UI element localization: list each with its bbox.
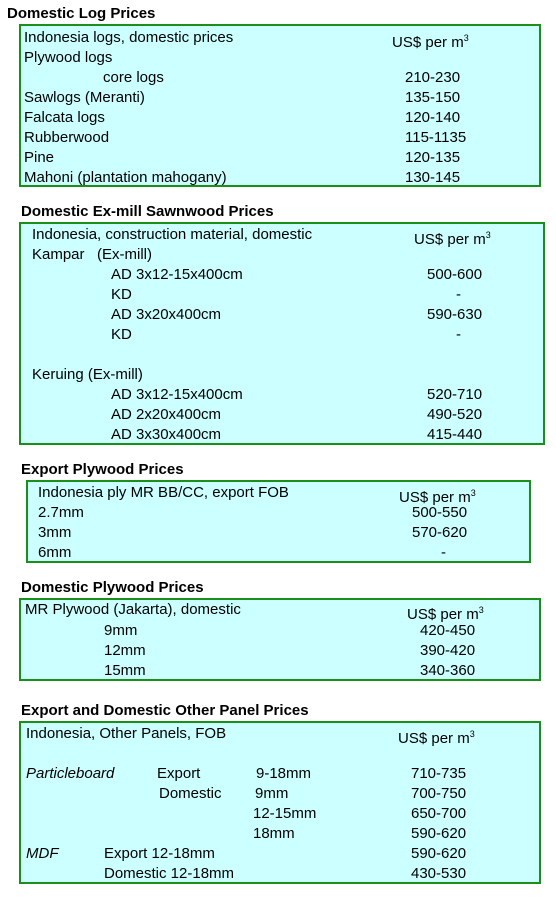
row-price: 710-735 xyxy=(411,765,467,782)
row-price: 120-135 xyxy=(405,149,461,166)
row-label: AD 3x20x400cm xyxy=(111,306,222,323)
row-label: core logs xyxy=(103,69,164,86)
table-row xyxy=(21,148,539,168)
row-price: - xyxy=(441,544,446,561)
table-row xyxy=(21,108,539,128)
table-row xyxy=(21,621,539,641)
unit-label: US$ per $m^3$ xyxy=(392,33,469,51)
table-row xyxy=(28,543,529,563)
table-row xyxy=(21,661,539,681)
section-title-export-plywood-prices: Export Plywood Prices xyxy=(21,461,184,478)
table-row xyxy=(21,68,539,88)
table-row xyxy=(21,824,539,844)
table-row xyxy=(28,503,529,523)
table-row xyxy=(21,804,539,824)
row-label: Mahoni (plantation mahogany) xyxy=(24,169,227,186)
other-panel-prices-table xyxy=(19,721,541,884)
row-market: Domestic xyxy=(159,785,222,802)
row-price: 135-150 xyxy=(405,89,461,106)
row-price: 500-600 xyxy=(427,266,483,283)
row-label: Rubberwood xyxy=(24,129,110,146)
row-size: 9-18mm xyxy=(256,765,312,782)
row-label: Plywood logs xyxy=(24,49,113,66)
row-label: 2.7mm xyxy=(38,504,84,521)
row-price: 340-360 xyxy=(420,662,476,679)
table-header-label: Indonesia, construction material, domestic xyxy=(32,226,313,243)
table-row xyxy=(21,168,539,188)
table-row xyxy=(21,48,539,68)
table-row xyxy=(21,844,539,864)
sawnwood-prices-table xyxy=(19,222,545,445)
row-price: 490-520 xyxy=(427,406,483,423)
domestic-plywood-prices-table xyxy=(19,598,541,681)
table-header-label: Indonesia logs, domestic prices xyxy=(24,29,234,46)
table-header xyxy=(28,483,529,506)
table-header-label: Indonesia ply MR BB/CC, export FOB xyxy=(38,484,289,501)
row-price: 500-550 xyxy=(412,504,468,521)
row-label: AD 3x12-15x400cm xyxy=(111,266,243,283)
row-label: 9mm xyxy=(104,622,138,639)
row-label: Sawlogs (Meranti) xyxy=(24,89,145,106)
row-label: Keruing (Ex-mill) xyxy=(32,366,143,383)
unit-label: US$ per $m^3$ xyxy=(414,230,491,248)
table-row xyxy=(21,641,539,661)
table-header xyxy=(21,724,539,747)
table-row xyxy=(21,245,543,265)
product-label-mdf: MDF xyxy=(26,845,59,862)
row-price: 210-230 xyxy=(405,69,461,86)
row-price: 520-710 xyxy=(427,386,483,403)
row-label: AD 2x20x400cm xyxy=(111,406,222,423)
row-price: 700-750 xyxy=(411,785,467,802)
section-title-domestic-log-prices: Domestic Log Prices xyxy=(7,5,156,22)
row-size: 18mm xyxy=(253,825,295,842)
row-price: 415-440 xyxy=(427,426,483,443)
row-price: 420-450 xyxy=(420,622,476,639)
export-plywood-prices-table xyxy=(26,480,531,563)
row-label: AD 3x12-15x400cm xyxy=(111,386,243,403)
row-price: 590-620 xyxy=(411,845,467,862)
row-label: Pine xyxy=(24,149,55,166)
table-row xyxy=(21,425,543,445)
row-price: 590-620 xyxy=(411,825,467,842)
row-label: KD xyxy=(111,286,132,303)
table-row xyxy=(21,365,543,385)
section-title-sawnwood-prices: Domestic Ex-mill Sawnwood Prices xyxy=(21,203,274,220)
row-size: 12-15mm xyxy=(253,805,317,822)
row-market: Domestic 12-18mm xyxy=(104,865,235,882)
row-label: AD 3x30x400cm xyxy=(111,426,222,443)
product-label-particleboard: Particleboard xyxy=(26,765,115,782)
table-row xyxy=(21,385,543,405)
table-row xyxy=(21,405,543,425)
row-price: 570-620 xyxy=(412,524,468,541)
table-row xyxy=(28,523,529,543)
section-title-other-panel-prices: Export and Domestic Other Panel Prices xyxy=(21,702,309,719)
table-row xyxy=(21,128,539,148)
row-market: Export 12-18mm xyxy=(104,845,215,862)
section-title-domestic-plywood-prices: Domestic Plywood Prices xyxy=(21,579,204,596)
table-header xyxy=(21,600,539,623)
row-market: Export xyxy=(157,765,201,782)
unit-label: US$ per $m^3$ xyxy=(407,605,484,623)
row-price: 390-420 xyxy=(420,642,476,659)
row-price: 130-145 xyxy=(405,169,461,186)
table-row xyxy=(21,764,539,784)
row-price: 430-530 xyxy=(411,865,467,882)
row-price: 650-700 xyxy=(411,805,467,822)
row-price: - xyxy=(456,326,461,343)
unit-label: US$ per $m^3$ xyxy=(399,488,476,506)
row-label: KD xyxy=(111,326,132,343)
row-price: 590-630 xyxy=(427,306,483,323)
row-price: 115-1135 xyxy=(405,129,467,146)
row-label: 3mm xyxy=(38,524,72,541)
row-label: Kampar (Ex-mill) xyxy=(32,246,153,263)
table-row xyxy=(21,285,543,305)
table-row xyxy=(21,325,543,345)
table-row xyxy=(21,784,539,804)
row-price: - xyxy=(456,286,461,303)
table-header xyxy=(21,28,539,51)
unit-label: US$ per $m^3$ xyxy=(398,729,475,747)
row-label: Falcata logs xyxy=(24,109,105,126)
table-header xyxy=(21,225,543,248)
row-label: 6mm xyxy=(38,544,72,561)
domestic-log-prices-table xyxy=(19,24,541,187)
table-header-label: Indonesia, Other Panels, FOB xyxy=(26,725,227,742)
table-row xyxy=(21,265,543,285)
table-row xyxy=(21,864,539,884)
table-header-label: MR Plywood (Jakarta), domestic xyxy=(25,601,241,618)
row-label: 12mm xyxy=(104,642,146,659)
row-price: 120-140 xyxy=(405,109,461,126)
table-row xyxy=(21,305,543,325)
table-row xyxy=(21,88,539,108)
row-label: 15mm xyxy=(104,662,146,679)
row-size: 9mm xyxy=(255,785,289,802)
